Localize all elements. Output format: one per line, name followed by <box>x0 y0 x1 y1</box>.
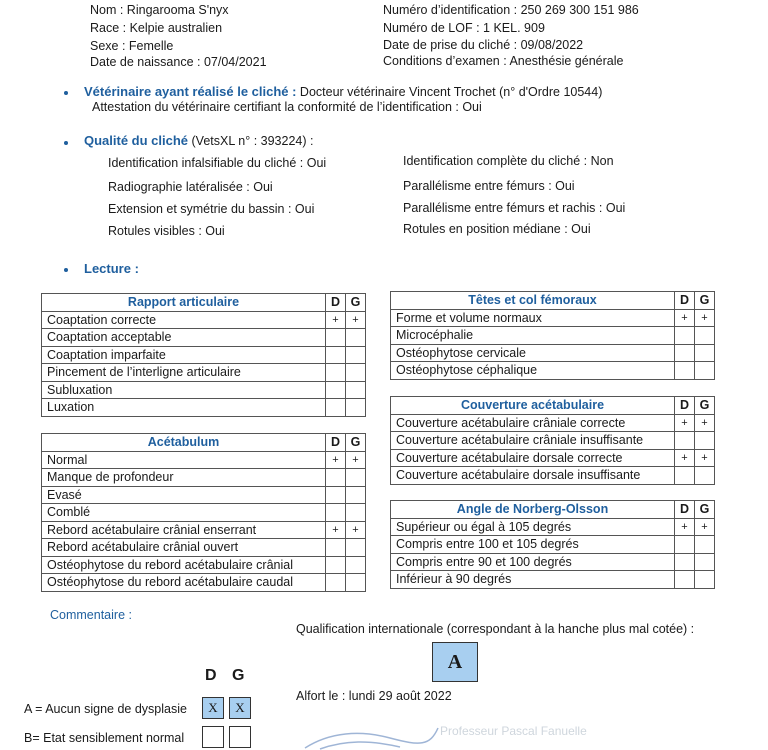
cell-g <box>346 346 366 364</box>
grade-mark: X <box>235 700 245 715</box>
cell-d <box>326 329 346 347</box>
row-label: Couverture acétabulaire crâniale insuffisante <box>391 432 675 450</box>
cell-g <box>695 327 715 345</box>
cell-d: + <box>326 521 346 539</box>
vet-attestation: Attestation du vétérinaire certifiant la conformité de l’identification : Oui <box>92 100 482 114</box>
row-label: Normal <box>42 451 326 469</box>
cell-d <box>675 536 695 554</box>
cell-g <box>695 536 715 554</box>
cell-d <box>326 574 346 592</box>
col-g: G <box>695 397 715 415</box>
exam-conditions: Conditions d’examen : Anesthésie générale <box>383 54 624 68</box>
cell-d <box>326 504 346 522</box>
cell-g: + <box>346 451 366 469</box>
row-label: Ostéophytose céphalique <box>391 362 675 380</box>
table-row <box>42 364 366 382</box>
cell-d <box>326 469 346 487</box>
cell-g <box>695 362 715 380</box>
cell-d: + <box>675 309 695 327</box>
cell-g: + <box>695 518 715 536</box>
col-g: G <box>695 501 715 519</box>
cell-g: + <box>346 521 366 539</box>
grade-row-label: A = Aucun signe de dysplasie <box>24 702 187 716</box>
qualification-label: Qualification internationale (correspondant à la hanche plus mal cotée) : <box>296 622 695 636</box>
dog-birthdate: Date de naissance : 07/04/2021 <box>90 55 267 69</box>
table-acetabulum <box>41 433 366 592</box>
row-label: Pincement de l’interligne articulaire <box>42 364 326 382</box>
row-label: Luxation <box>42 399 326 417</box>
cell-g <box>346 574 366 592</box>
quality-title: Qualité du cliché <box>84 133 189 148</box>
grade-col-d: D <box>205 667 217 684</box>
col-d: D <box>675 292 695 310</box>
quality-item: Parallélisme entre fémurs et rachis : Oui <box>403 201 626 215</box>
col-d: D <box>675 501 695 519</box>
table-row <box>391 309 715 327</box>
row-label: Manque de profondeur <box>42 469 326 487</box>
grade-g-checkbox <box>229 726 251 748</box>
row-label: Ostéophytose du rebord acétabulaire crânial <box>42 556 326 574</box>
cell-d: + <box>675 449 695 467</box>
table-row <box>42 556 366 574</box>
cell-d: + <box>675 518 695 536</box>
stamp-text: Professeur Pascal Fanuelle <box>440 724 587 738</box>
row-label: Rebord acétabulaire crânial ouvert <box>42 539 326 557</box>
quality-item: Radiographie latéralisée : Oui <box>108 180 273 194</box>
cell-g <box>346 556 366 574</box>
table-row <box>42 504 366 522</box>
table-row <box>391 344 715 362</box>
grade-col-g: G <box>232 667 245 684</box>
cell-g <box>346 539 366 557</box>
table-row <box>391 327 715 345</box>
table-tetes-femoraux <box>390 291 715 380</box>
table-row <box>391 362 715 380</box>
quality-item: Rotules en position médiane : Oui <box>403 222 591 236</box>
qualification-grade: A <box>447 650 463 673</box>
quality-item: Rotules visibles : Oui <box>108 224 225 238</box>
vet-line <box>84 83 602 101</box>
cell-d <box>326 556 346 574</box>
row-label: Coaptation acceptable <box>42 329 326 347</box>
cell-g: + <box>695 309 715 327</box>
cell-d <box>326 346 346 364</box>
dog-sex: Sexe : Femelle <box>90 39 174 53</box>
table-row <box>42 574 366 592</box>
cell-g: + <box>695 414 715 432</box>
identification-number: Numéro d’identification : 250 269 300 151 986 <box>383 3 639 17</box>
row-label: Evasé <box>42 486 326 504</box>
cell-g <box>695 571 715 589</box>
cell-g <box>346 329 366 347</box>
quality-item: Identification infalsifiable du cliché : Oui <box>108 156 327 170</box>
cell-d <box>675 344 695 362</box>
cell-g <box>346 504 366 522</box>
grade-mark: X <box>208 700 218 715</box>
cell-d <box>675 432 695 450</box>
col-d: D <box>675 397 695 415</box>
cell-d <box>326 381 346 399</box>
table-couverture-acetabulaire <box>390 396 715 485</box>
qualification-grade-box <box>432 642 478 682</box>
cell-g: + <box>346 311 366 329</box>
cell-g: + <box>695 449 715 467</box>
table-row <box>42 329 366 347</box>
vet-title: Vétérinaire ayant réalisé le cliché : <box>84 84 297 99</box>
table-row <box>391 553 715 571</box>
row-label: Microcéphalie <box>391 327 675 345</box>
table-title: Couverture acétabulaire <box>391 397 675 415</box>
row-label: Ostéophytose cervicale <box>391 344 675 362</box>
row-label: Couverture acétabulaire crâniale correcte <box>391 414 675 432</box>
table-title: Angle de Norberg-Olsson <box>391 501 675 519</box>
bullet <box>64 141 68 145</box>
cell-g <box>695 344 715 362</box>
table-row <box>391 432 715 450</box>
grade-d-checkbox <box>202 726 224 748</box>
dog-breed: Race : Kelpie australien <box>90 21 223 35</box>
col-g: G <box>346 434 366 452</box>
row-label: Couverture acétabulaire dorsale insuffisante <box>391 467 675 485</box>
row-label: Supérieur ou égal à 105 degrés <box>391 518 675 536</box>
table-row <box>391 449 715 467</box>
row-label: Coaptation correcte <box>42 311 326 329</box>
lecture-title: Lecture : <box>84 261 139 276</box>
cell-d <box>675 553 695 571</box>
cell-d: + <box>675 414 695 432</box>
cell-d <box>326 399 346 417</box>
col-d: D <box>326 294 346 312</box>
cell-d <box>326 539 346 557</box>
row-label: Couverture acétabulaire dorsale correcte <box>391 449 675 467</box>
row-label: Coaptation imparfaite <box>42 346 326 364</box>
row-label: Forme et volume normaux <box>391 309 675 327</box>
table-row <box>391 518 715 536</box>
table-title: Acétabulum <box>42 434 326 452</box>
table-row <box>42 539 366 557</box>
table-row <box>42 311 366 329</box>
cell-d: + <box>326 311 346 329</box>
cell-d <box>675 362 695 380</box>
cell-d <box>326 364 346 382</box>
bullet <box>64 268 68 272</box>
cell-g <box>695 467 715 485</box>
table-title: Rapport articulaire <box>42 294 326 312</box>
cell-g <box>346 469 366 487</box>
cell-g <box>346 364 366 382</box>
quality-item: Identification complète du cliché : Non <box>403 154 614 168</box>
bullet <box>64 91 68 95</box>
col-g: G <box>695 292 715 310</box>
row-label: Compris entre 100 et 105 degrés <box>391 536 675 554</box>
cell-g <box>346 381 366 399</box>
quality-item: Extension et symétrie du bassin : Oui <box>108 202 315 216</box>
row-label: Ostéophytose du rebord acétabulaire caudal <box>42 574 326 592</box>
row-label: Inférieur à 90 degrés <box>391 571 675 589</box>
table-row <box>391 571 715 589</box>
table-row <box>42 399 366 417</box>
cell-g <box>346 399 366 417</box>
cell-d <box>326 486 346 504</box>
row-label: Comblé <box>42 504 326 522</box>
cell-d <box>675 467 695 485</box>
lof-number: Numéro de LOF : 1 KEL. 909 <box>383 21 545 35</box>
table-row <box>42 346 366 364</box>
table-row <box>391 536 715 554</box>
vet-name: Docteur vétérinaire Vincent Trochet (n° d'Ordre 10544) <box>296 85 603 99</box>
row-label: Rebord acétabulaire crânial enserrant <box>42 521 326 539</box>
cell-g <box>695 553 715 571</box>
table-row <box>391 414 715 432</box>
table-row <box>42 469 366 487</box>
quality-line <box>84 132 313 150</box>
cell-d: + <box>326 451 346 469</box>
col-g: G <box>346 294 366 312</box>
cell-d <box>675 327 695 345</box>
table-row <box>42 381 366 399</box>
grade-d-checkbox <box>202 697 224 719</box>
place-date: Alfort le : lundi 29 août 2022 <box>296 689 452 703</box>
shot-date: Date de prise du cliché : 09/08/2022 <box>383 38 584 52</box>
table-row <box>391 467 715 485</box>
table-row <box>42 486 366 504</box>
vetsxl-number: (VetsXL n° : 393224) : <box>188 134 314 148</box>
table-title: Têtes et col fémoraux <box>391 292 675 310</box>
cell-d <box>675 571 695 589</box>
cell-g <box>695 432 715 450</box>
row-label: Compris entre 90 et 100 degrés <box>391 553 675 571</box>
table-row <box>42 521 366 539</box>
quality-item: Parallélisme entre fémurs : Oui <box>403 179 575 193</box>
signature <box>300 722 440 750</box>
grade-row-label: B= Etat sensiblement normal <box>24 731 185 745</box>
row-label: Subluxation <box>42 381 326 399</box>
col-d: D <box>326 434 346 452</box>
cell-g <box>346 486 366 504</box>
grade-g-checkbox <box>229 697 251 719</box>
dog-name: Nom : Ringarooma S'nyx <box>90 3 229 17</box>
table-rapport-articulaire <box>41 293 366 417</box>
table-norberg-olsson <box>390 500 715 589</box>
comment-label: Commentaire : <box>50 608 132 622</box>
table-row <box>42 451 366 469</box>
